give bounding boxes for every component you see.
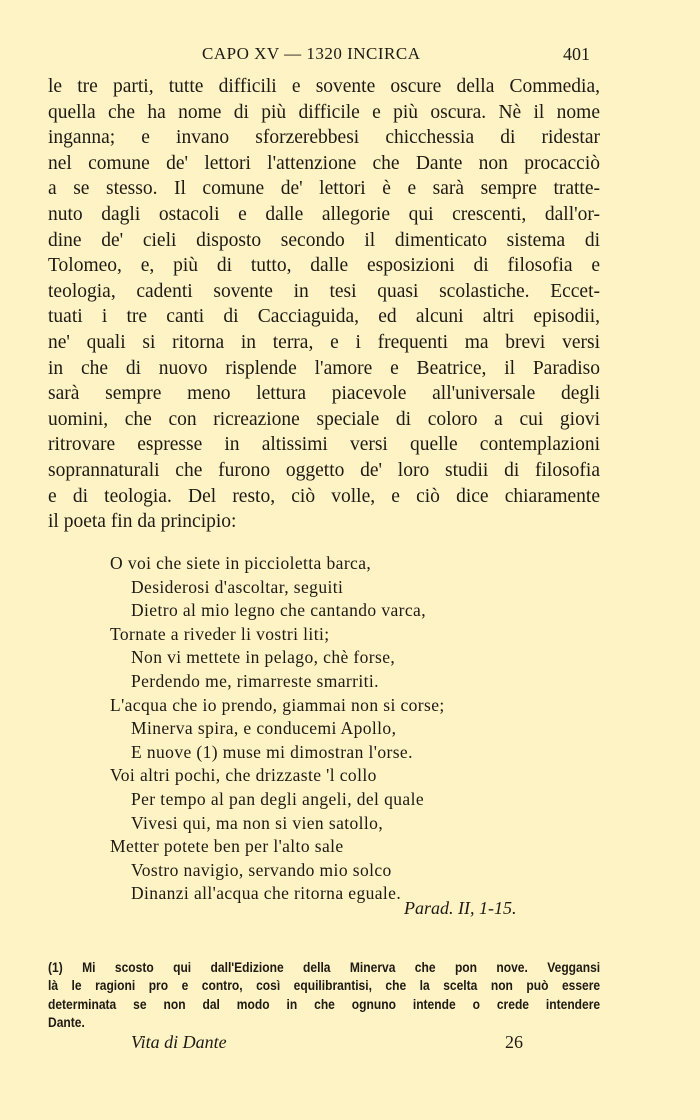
verse-line: L'acqua che io prendo, giammai non si corse; — [110, 694, 445, 715]
verse-line: Per tempo al pan degli angeli, del quale — [131, 788, 424, 809]
body-line: nuto dagli ostacoli e dalle allegorie qui crescenti, dall'or- — [48, 203, 600, 225]
body-line: Tolomeo, e, più di tutto, dalle esposizioni di filosofia e — [48, 255, 600, 277]
footnote — [48, 958, 600, 1032]
verse-line: Dinanzi all'acqua che ritorna eguale. — [131, 883, 402, 904]
verse-quotation — [110, 552, 580, 906]
footnote-line: determinata se non dal modo in che ognuno intende o crede intendere — [48, 995, 601, 1012]
verse-line: Perdendo me, rimarreste smarriti. — [131, 670, 379, 691]
body-line: dine de' cieli disposto secondo il dimenticato sistema di — [48, 229, 600, 251]
body-line: ritrovare espresse in altissimi versi quelle contemplazioni — [48, 434, 600, 456]
running-head: CAPO XV — 1320 INCIRCA — [202, 44, 421, 63]
body-line: soprannaturali che furono oggetto de' loro studii di filosofia — [48, 459, 600, 481]
verse-line: Minerva spira, e conducemi Apollo, — [131, 718, 397, 739]
verse-line: O voi che siete in piccioletta barca, — [110, 553, 372, 573]
footer-book-title: Vita di Dante — [131, 1032, 227, 1052]
verse-line: Non vi mettete in pelago, chè forse, — [131, 647, 396, 668]
body-line: in che di nuovo risplende l'amore e Beatrice, il Paradiso — [48, 357, 600, 379]
verse-citation: Parad. II, 1-15. — [404, 898, 517, 918]
verse-line: Desiderosi d'ascoltar, seguiti — [131, 576, 344, 597]
body-line: le tre parti, tutte difficili e sovente oscure della Commedia, — [48, 76, 600, 97]
page-number: 401 — [563, 44, 590, 64]
footnote-line: Dante. — [48, 1014, 85, 1031]
body-text — [48, 74, 600, 535]
footnote-line: là le ragioni pro e contro, così equilibrantisi, che la scelta non può essere — [48, 977, 601, 994]
verse-line: Vivesi qui, ma non si vien satollo, — [131, 812, 384, 833]
footnote-line: (1) Mi scosto qui dall'Edizione della Minerva che pon nove. Veggansi — [48, 959, 601, 975]
body-line: nel comune de' lettori l'attenzione che Dante non procacciò — [48, 152, 600, 174]
body-line: quella che ha nome di più difficile e più oscura. Nè il nome — [48, 101, 600, 123]
verse-line: Vostro navigio, servando mio solco — [131, 859, 392, 880]
body-line: teologia, cadenti sovente in tesi quasi scolastiche. Eccet- — [48, 280, 600, 302]
body-line: ne' quali si ritorna in terra, e i frequenti ma brevi versi — [48, 331, 600, 353]
body-line: a se stesso. Il comune de' lettori è e sarà sempre tratte- — [48, 178, 600, 200]
verse-line: Tornate a riveder li vostri liti; — [110, 623, 330, 644]
verse-line: Dietro al mio legno che cantando varca, — [131, 600, 426, 621]
page-header — [0, 44, 700, 70]
body-line: inganna; e invano sforzerebbesi chicchessia di ridestar — [48, 127, 600, 149]
verse-line: Metter potete ben per l'alto sale — [110, 836, 344, 857]
body-line: tuati i tre canti di Cacciaguida, ed alcuni altri episodii, — [48, 306, 600, 328]
footer-signature-mark: 26 — [505, 1032, 523, 1052]
body-line: sarà sempre meno lettura piacevole all'universale degli — [48, 383, 600, 405]
verse-line: Voi altri pochi, che drizzaste 'l collo — [110, 765, 377, 786]
body-line: e di teologia. Del resto, ciò volle, e ciò dice chiaramente — [48, 485, 600, 507]
body-line: uomini, che con ricreazione speciale di coloro a cui giovi — [48, 408, 600, 430]
verse-line: E nuove (1) muse mi dimostran l'orse. — [131, 741, 413, 762]
body-line: il poeta fin da principio: — [48, 511, 237, 533]
